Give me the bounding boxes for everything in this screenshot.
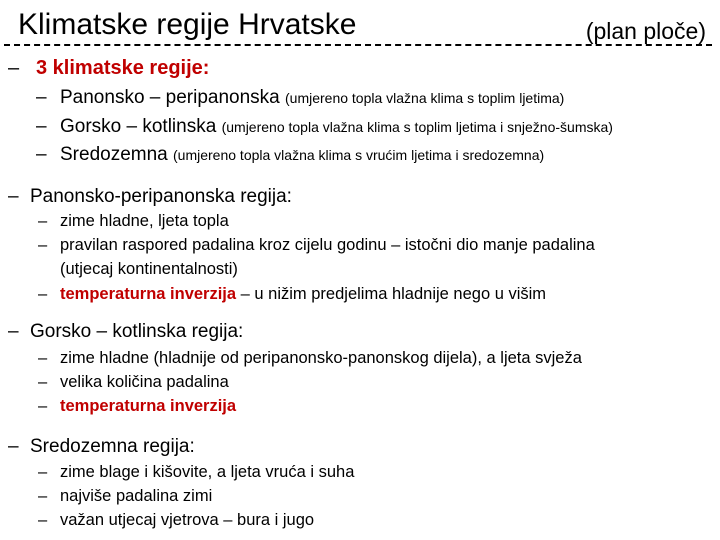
- region-note: (umjereno topla vlažna klima s toplim ljetima i snježno-šumska): [221, 119, 613, 135]
- region-note: (umjereno topla vlažna klima s toplim ljetima): [285, 90, 565, 106]
- bullet-dash: –: [8, 321, 19, 342]
- bullet-dash: –: [8, 186, 19, 207]
- list-item-continuation: (utjecaj kontinentalnosti): [60, 260, 238, 278]
- bullet-dash: –: [38, 285, 48, 303]
- section-heading-sredozemna: Sredozemna regija:: [30, 436, 195, 457]
- bullet-dash: –: [38, 397, 48, 415]
- section-heading-panon: Panonsko-peripanonska regija:: [30, 186, 292, 207]
- bullet-dash: –: [36, 87, 47, 108]
- bullet-dash: –: [38, 349, 48, 367]
- list-item: [60, 143, 544, 167]
- region-name: Sredozemna: [60, 144, 168, 165]
- list-item: [60, 86, 564, 110]
- highlight-term: temperaturna inverzija: [60, 397, 237, 415]
- bullet-dash: –: [38, 212, 48, 230]
- bullet-dash: –: [38, 511, 48, 529]
- title-divider: [4, 44, 712, 46]
- list-item: pravilan raspored padalina kroz cijelu godinu – istočni dio manje padalina: [60, 236, 595, 254]
- list-item: zime hladne, ljeta topla: [60, 212, 229, 230]
- bullet-dash: –: [8, 57, 20, 79]
- list-item: velika količina padalina: [60, 373, 229, 391]
- list-item: [60, 115, 613, 139]
- bullet-dash: –: [38, 373, 48, 391]
- page-title: Klimatske regije Hrvatske: [18, 8, 357, 41]
- list-item: najviše padalina zimi: [60, 487, 213, 505]
- region-name: Panonsko – peripanonska: [60, 87, 280, 108]
- region-note: (umjereno topla vlažna klima s vrućim ljetima i sredozemna): [173, 147, 545, 163]
- list-item: važan utjecaj vjetrova – bura i jugo: [60, 511, 315, 529]
- bullet-dash: –: [38, 463, 48, 481]
- region-name: Gorsko – kotlinska: [60, 116, 217, 137]
- item-text: – u nižim predjelima hladnije nego u višim: [236, 285, 547, 303]
- list-item: [60, 283, 546, 305]
- list-item: zime hladne (hladnije od peripanonsko-panonskog dijela), a ljeta svježa: [60, 349, 582, 367]
- bullet-dash: –: [36, 116, 47, 137]
- highlight-term: temperaturna inverzija: [60, 285, 237, 303]
- bullet-dash: –: [38, 236, 48, 254]
- list-item: zime blage i kišovite, a ljeta vruća i suha: [60, 463, 355, 481]
- bullet-dash: –: [38, 487, 48, 505]
- bullet-dash: –: [8, 436, 19, 457]
- section-heading-gorsko: Gorsko – kotlinska regija:: [30, 321, 244, 342]
- bullet-dash: –: [36, 144, 47, 165]
- page-subtitle: (plan ploče): [585, 18, 706, 44]
- section-heading-intro: 3 klimatske regije:: [36, 57, 210, 79]
